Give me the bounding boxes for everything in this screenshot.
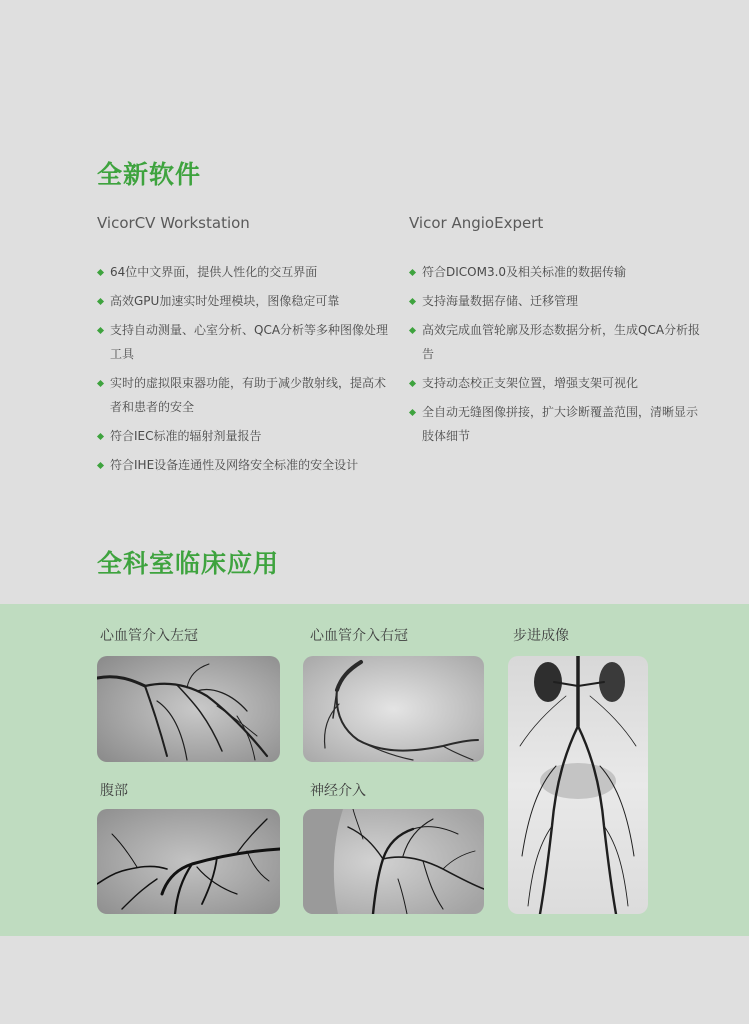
feature-item: 高效完成血管轮廓及形态数据分析，生成QCA分析报告 bbox=[409, 318, 709, 366]
feature-item: 支持海量数据存储、迁移管理 bbox=[409, 289, 709, 313]
bullet-icon bbox=[409, 327, 416, 334]
workstation-feature-list bbox=[97, 260, 397, 477]
caption-right-coronary: 心血管介入右冠 bbox=[310, 628, 408, 644]
caption-stepping-imaging: 步进成像 bbox=[513, 628, 569, 644]
feature-item: 高效GPU加速实时处理模块，图像稳定可靠 bbox=[97, 289, 397, 313]
angioexpert-feature-list bbox=[409, 260, 709, 448]
caption-neuro: 神经介入 bbox=[310, 783, 366, 799]
angiogram-abdomen-image bbox=[97, 809, 280, 914]
bullet-icon bbox=[409, 298, 416, 305]
bullet-icon bbox=[97, 462, 104, 469]
section-title-software: 全新软件 bbox=[97, 160, 202, 189]
angiogram-right-coronary-image bbox=[303, 656, 484, 762]
bullet-icon bbox=[97, 380, 104, 387]
angioexpert-column bbox=[409, 214, 709, 453]
bullet-icon bbox=[97, 298, 104, 305]
bullet-icon bbox=[97, 269, 104, 276]
feature-item: 支持自动测量、心室分析、QCA分析等多种图像处理工具 bbox=[97, 318, 397, 366]
feature-item: 符合DICOM3.0及相关标准的数据传输 bbox=[409, 260, 709, 284]
angioexpert-heading: Vicor AngioExpert bbox=[409, 214, 544, 232]
bullet-icon bbox=[97, 327, 104, 334]
angiogram-left-coronary-image bbox=[97, 656, 280, 762]
feature-item: 全自动无缝图像拼接，扩大诊断覆盖范围，清晰显示肢体细节 bbox=[409, 400, 709, 448]
bullet-icon bbox=[409, 269, 416, 276]
feature-item: 符合IEC标准的辐射剂量报告 bbox=[97, 424, 397, 448]
feature-item: 符合IHE设备连通性及网络安全标准的安全设计 bbox=[97, 453, 397, 477]
caption-left-coronary: 心血管介入左冠 bbox=[100, 628, 198, 644]
angiogram-neuro-image bbox=[303, 809, 484, 914]
feature-item: 实时的虚拟限束器功能，有助于减少散射线，提高术者和患者的安全 bbox=[97, 371, 397, 419]
section-title-clinical: 全科室临床应用 bbox=[97, 549, 280, 578]
feature-item: 64位中文界面，提供人性化的交互界面 bbox=[97, 260, 397, 284]
workstation-column bbox=[97, 214, 397, 482]
bullet-icon bbox=[97, 433, 104, 440]
angiogram-stepping-image bbox=[508, 656, 648, 914]
feature-item: 支持动态校正支架位置，增强支架可视化 bbox=[409, 371, 709, 395]
bullet-icon bbox=[409, 380, 416, 387]
workstation-heading: VicorCV Workstation bbox=[97, 214, 250, 232]
bullet-icon bbox=[409, 409, 416, 416]
caption-abdomen: 腹部 bbox=[100, 783, 128, 799]
